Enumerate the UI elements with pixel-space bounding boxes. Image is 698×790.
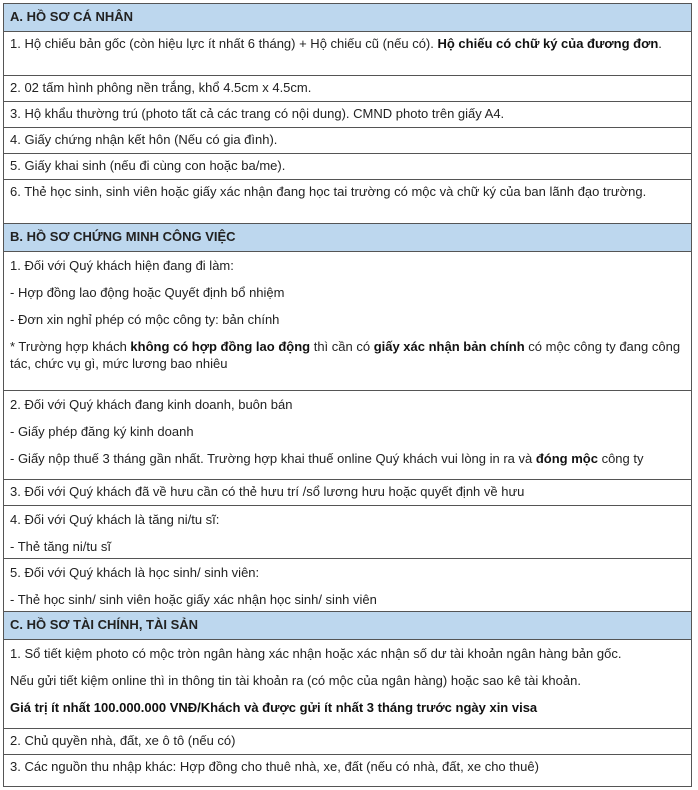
property-requirement: 2. Chủ quyền nhà, đất, xe ô tô (nếu có): [4, 729, 692, 755]
savings-line-1: 1. Sổ tiết kiệm photo có mộc tròn ngân hàng xác nhận hoặc xác nhận số dư tài khoản ngân hàng bản gốc.: [10, 646, 622, 661]
passport-end: .: [658, 36, 662, 51]
table-row: [4, 559, 692, 612]
table-row: [4, 128, 692, 154]
employed-note: [10, 338, 685, 372]
monk-requirements: [4, 506, 692, 559]
table-row: [4, 391, 692, 480]
monk-heading: 4. Đối với Quý khách là tăng ni/tu sĩ:: [10, 512, 220, 527]
other-income-requirement: 3. Các nguồn thu nhập khác: Hợp đồng cho thuê nhà, xe, đất (nếu có nhà, đất, xe cho thuê): [4, 755, 692, 787]
business-heading: 2. Đối với Quý khách đang kinh doanh, buôn bán: [10, 397, 293, 412]
marriage-requirement: 4. Giấy chứng nhận kết hôn (Nếu có gia đình).: [4, 128, 692, 154]
section-c-header: [4, 612, 692, 640]
table-row: [4, 32, 692, 76]
table-row: [4, 102, 692, 128]
table-row: [4, 252, 692, 391]
table-row: [4, 506, 692, 559]
section-b-header: [4, 224, 692, 252]
tax-text: - Giấy nộp thuế 3 tháng gần nhất. Trường hợp khai thuế online Quý khách vui lòng in ra và: [10, 451, 536, 466]
savings-line-3: [10, 699, 685, 716]
photo-requirement: 2. 02 tấm hình phông nền trắng, khổ 4.5cm x 4.5cm.: [4, 76, 692, 102]
note-text-1: * Trường hợp khách: [10, 339, 131, 354]
business-item-tax: [10, 450, 685, 467]
student-item-card: - Thẻ học sinh/ sinh viên hoặc giấy xác nhận học sinh/ sinh viên: [10, 592, 377, 607]
business-item-license: - Giấy phép đăng ký kinh doanh: [10, 424, 194, 439]
savings-line-2: Nếu gửi tiết kiệm online thì in thông tin tài khoản ra (có mộc của ngân hàng) hoặc sao kê tài khoản.: [10, 673, 581, 688]
section-c-title: C. HỒ SƠ TÀI CHÍNH, TÀI SẢN: [4, 612, 692, 640]
employed-item-leave: - Đơn xin nghỉ phép có mộc công ty: bản chính: [10, 312, 280, 327]
table-row: [4, 76, 692, 102]
employed-heading: 1. Đối với Quý khách hiện đang đi làm:: [10, 258, 234, 273]
tax-end: công ty: [597, 451, 644, 466]
table-row: [4, 640, 692, 729]
student-heading: 5. Đối với Quý khách là học sinh/ sinh viên:: [10, 565, 260, 580]
section-b-title: B. HỒ SƠ CHỨNG MINH CÔNG VIỆC: [4, 224, 692, 252]
savings-minimum: Giá trị ít nhất 100.000.000 VNĐ/Khách và được gửi ít nhất 3 tháng trước ngày xin visa: [10, 700, 538, 715]
business-requirements: [4, 391, 692, 480]
note-text-3: có mộc công ty đang công tác, chức vụ gì, mức lương bao nhiêu: [10, 339, 681, 371]
note-bold-1: không có hợp đồng lao động: [130, 339, 311, 354]
requirements-table: [3, 3, 692, 787]
table-row: [4, 729, 692, 755]
section-a-header: [4, 4, 692, 32]
retired-requirement: 3. Đối với Quý khách đã về hưu cần có thẻ hưu trí /sổ lương hưu hoặc quyết định về hưu: [4, 480, 692, 506]
note-bold-2: giấy xác nhận bản chính: [373, 339, 525, 354]
table-row: [4, 180, 692, 224]
table-row: [4, 755, 692, 787]
monk-item-card: - Thẻ tăng ni/tu sĩ: [10, 539, 111, 554]
student-requirements: [4, 559, 692, 612]
household-requirement: 3. Hộ khẩu thường trú (photo tất cả các trang có nội dung). CMND photo trên giấy A4.: [4, 102, 692, 128]
student-card-requirement: 6. Thẻ học sinh, sinh viên hoặc giấy xác nhận đang học tai trường có mộc và chữ ký của ban lãnh đạo trường.: [4, 180, 692, 224]
passport-requirement: [4, 32, 692, 76]
tax-bold: đóng mộc: [535, 451, 598, 466]
birth-certificate-requirement: 5. Giấy khai sinh (nếu đi cùng con hoặc ba/me).: [4, 154, 692, 180]
employed-requirements: [4, 252, 692, 391]
employed-item-contract: - Hợp đồng lao động hoặc Quyết định bổ nhiệm: [10, 285, 285, 300]
passport-signature-note: Hộ chiếu có chữ ký của đương đơn: [437, 36, 659, 51]
table-row: [4, 480, 692, 506]
savings-requirements: [4, 640, 692, 729]
note-text-2: thì cần có: [310, 339, 374, 354]
table-row: [4, 154, 692, 180]
section-a-title: A. HỒ SƠ CÁ NHÂN: [4, 4, 692, 32]
passport-text: 1. Hộ chiếu bản gốc (còn hiệu lực ít nhất 6 tháng) + Hộ chiếu cũ (nếu có).: [10, 36, 438, 51]
